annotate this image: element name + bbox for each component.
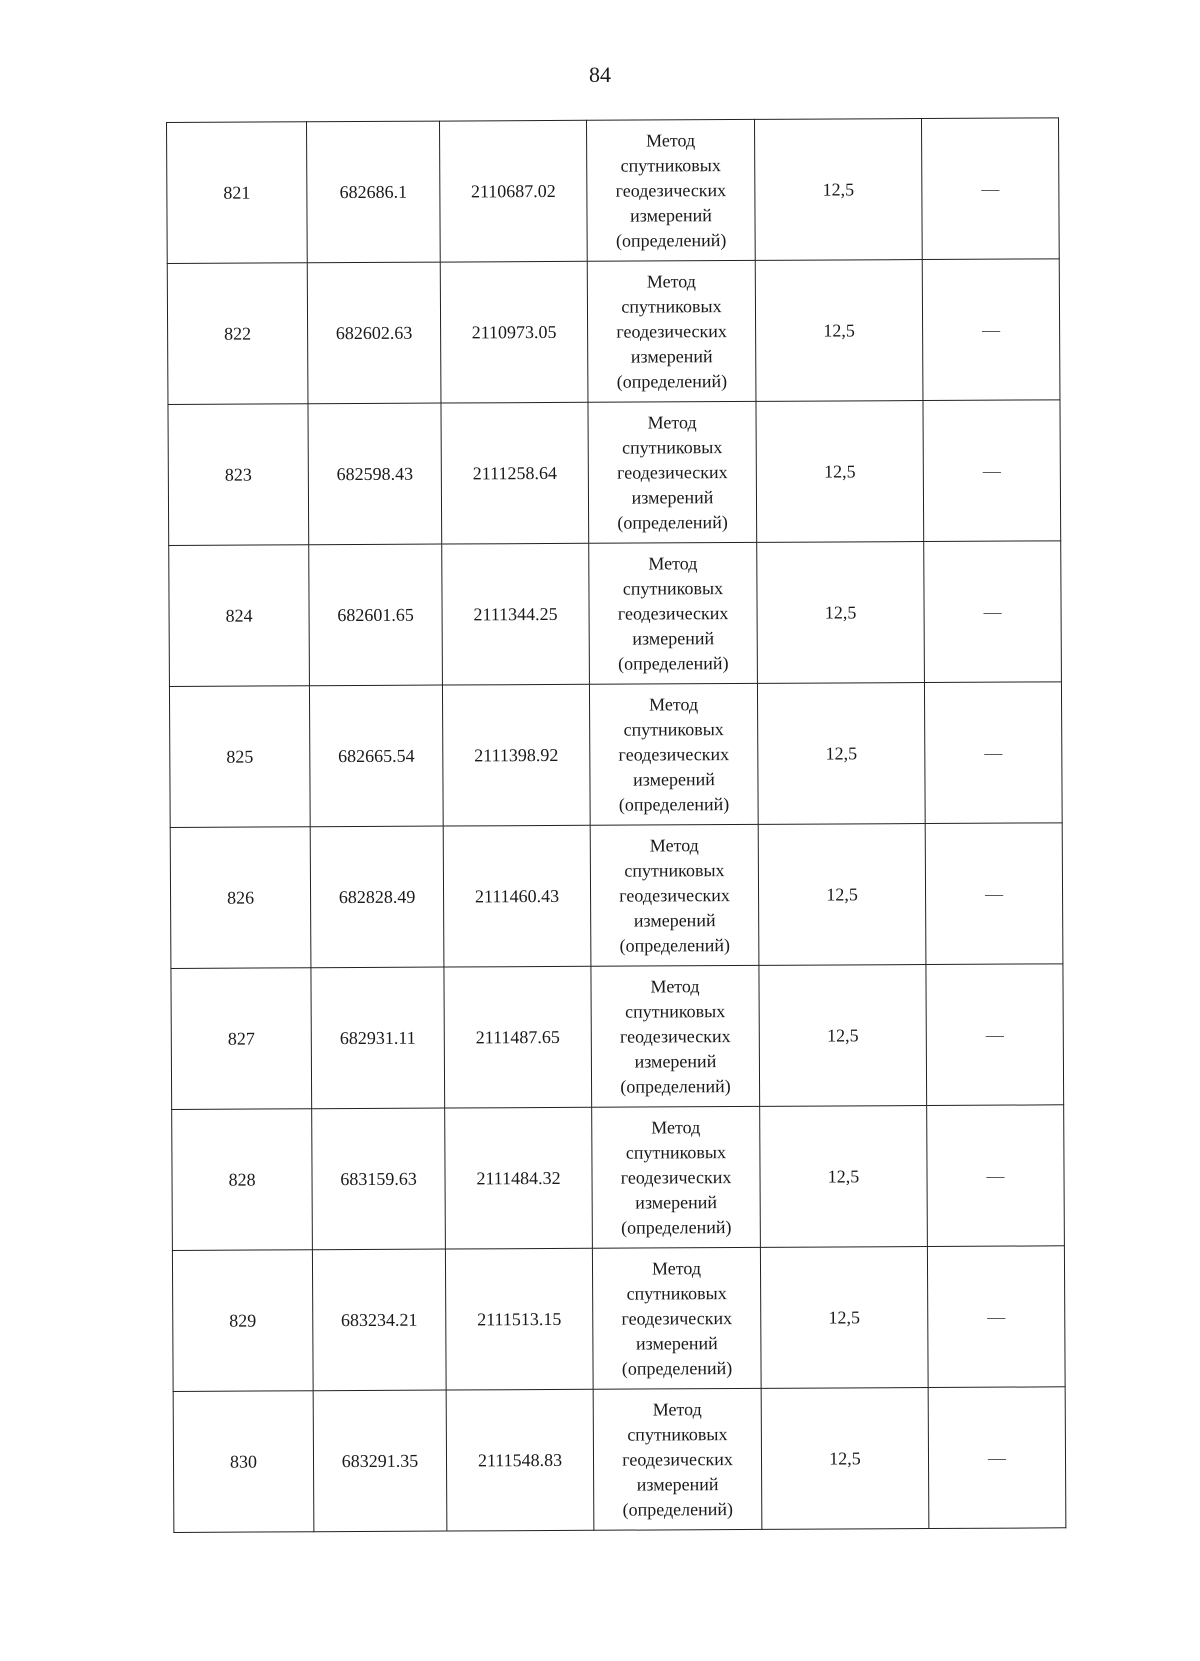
y-coordinate-cell: 2111344.25	[442, 543, 590, 685]
coordinates-table-body	[167, 118, 1066, 1533]
method-line: (определений)	[621, 1357, 733, 1379]
x-coordinate-cell: 682686.1	[307, 121, 441, 263]
extra-cell: —	[921, 118, 1059, 260]
y-coordinate-cell: 2111487.65	[444, 966, 592, 1108]
y-coordinate-cell: 2110973.05	[440, 261, 588, 403]
x-coordinate-cell: 683291.35	[313, 1390, 447, 1532]
extra-cell: —	[924, 541, 1062, 683]
table-row	[167, 259, 1060, 405]
method-line: (определений)	[616, 370, 728, 392]
method-cell	[586, 119, 755, 261]
method-line: спутниковых	[625, 1000, 726, 1022]
accuracy-cell: 12,5	[759, 965, 927, 1107]
method-line: (определений)	[621, 1216, 732, 1238]
method-line: (определений)	[618, 652, 729, 674]
method-line: спутниковых	[623, 718, 724, 740]
table-row	[168, 400, 1061, 546]
method-line: Метод	[652, 1398, 702, 1419]
x-coordinate-cell: 682598.43	[308, 403, 442, 545]
method-line: спутниковых	[622, 436, 723, 458]
method-line: измерений	[635, 1191, 718, 1213]
method-cell	[589, 683, 758, 825]
x-coordinate-cell: 682601.65	[309, 544, 443, 686]
method-line: спутниковых	[622, 577, 724, 599]
point-number-cell: 828	[172, 1109, 313, 1251]
method-line: геодезических	[618, 743, 730, 765]
method-line: геодезических	[622, 1448, 733, 1470]
table-row	[171, 964, 1064, 1110]
method-line: (определений)	[615, 229, 727, 251]
method-line: измерений	[630, 345, 713, 367]
method-line: Метод	[648, 693, 699, 714]
table-row	[170, 823, 1063, 969]
y-coordinate-cell: 2111548.83	[446, 1389, 594, 1531]
method-cell	[592, 1106, 761, 1248]
y-coordinate-cell: 2111484.32	[445, 1107, 593, 1249]
method-line: спутниковых	[620, 154, 721, 176]
method-line: Метод	[646, 270, 696, 291]
method-line: Метод	[651, 1257, 702, 1278]
x-coordinate-cell: 683159.63	[312, 1108, 446, 1250]
extra-cell: —	[927, 1105, 1065, 1247]
point-number-cell: 830	[173, 1391, 314, 1533]
extra-cell: —	[925, 823, 1063, 965]
method-line: (определений)	[618, 793, 730, 815]
method-cell	[593, 1388, 762, 1530]
method-line: геодезических	[615, 179, 727, 201]
y-coordinate-cell: 2111258.64	[441, 402, 589, 544]
page-number: 84	[589, 62, 611, 87]
method-line: геодезических	[617, 602, 729, 624]
method-line: измерений	[634, 1050, 717, 1072]
table-row	[167, 118, 1060, 264]
method-line: Метод	[649, 834, 699, 855]
method-line: измерений	[631, 486, 714, 508]
table-row	[172, 1246, 1065, 1392]
x-coordinate-cell: 682828.49	[310, 826, 444, 968]
accuracy-cell: 12,5	[760, 1247, 928, 1389]
accuracy-cell: 12,5	[754, 119, 922, 261]
coordinates-table	[166, 117, 1066, 1533]
extra-cell: —	[922, 259, 1060, 401]
x-coordinate-cell: 682665.54	[309, 685, 443, 827]
accuracy-cell: 12,5	[760, 1106, 928, 1248]
accuracy-cell: 12,5	[757, 542, 925, 684]
method-line: Метод	[651, 1116, 701, 1137]
method-line: спутниковых	[625, 1141, 727, 1163]
method-line: (определений)	[622, 1498, 734, 1520]
method-line: геодезических	[616, 461, 728, 483]
method-cell	[591, 965, 760, 1107]
y-coordinate-cell: 2110687.02	[439, 120, 587, 262]
point-number-cell: 824	[169, 545, 310, 687]
extra-cell: —	[927, 1246, 1065, 1388]
point-number-cell: 821	[167, 122, 308, 264]
accuracy-cell: 12,5	[761, 1388, 929, 1530]
method-cell	[592, 1247, 761, 1389]
table-row	[169, 541, 1062, 687]
method-cell	[588, 401, 757, 543]
method-line: Метод	[648, 552, 698, 573]
accuracy-cell: 12,5	[757, 683, 925, 825]
method-line: спутниковых	[621, 295, 722, 317]
method-line: спутниковых	[627, 1423, 728, 1445]
point-number-cell: 829	[172, 1250, 313, 1392]
method-line: Метод	[647, 411, 697, 432]
extra-cell: —	[928, 1387, 1066, 1529]
y-coordinate-cell: 2111513.15	[445, 1248, 593, 1390]
method-line: Метод	[650, 975, 700, 996]
y-coordinate-cell: 2111398.92	[442, 684, 590, 826]
method-line: геодезических	[621, 1307, 733, 1329]
method-line: геодезических	[619, 884, 730, 906]
x-coordinate-cell: 683234.21	[312, 1249, 446, 1391]
extra-cell: —	[923, 400, 1061, 542]
method-line: геодезических	[616, 320, 727, 342]
table-row	[173, 1387, 1066, 1533]
method-line: (определений)	[620, 1075, 731, 1097]
table-row	[169, 682, 1062, 828]
table-row	[172, 1105, 1065, 1251]
y-coordinate-cell: 2111460.43	[443, 825, 591, 967]
method-line: измерений	[635, 1332, 718, 1354]
method-line: геодезических	[620, 1166, 732, 1188]
method-line: геодезических	[619, 1025, 731, 1047]
point-number-cell: 823	[168, 404, 309, 546]
method-line: измерений	[633, 909, 716, 931]
point-number-cell: 827	[171, 968, 312, 1110]
extra-cell: —	[924, 682, 1062, 824]
accuracy-cell: 12,5	[756, 401, 924, 543]
method-cell	[590, 824, 759, 966]
x-coordinate-cell: 682931.11	[311, 967, 445, 1109]
x-coordinate-cell: 682602.63	[307, 262, 441, 404]
method-line: измерений	[636, 1473, 719, 1495]
point-number-cell: 825	[169, 686, 310, 828]
method-line: измерений	[630, 204, 712, 226]
accuracy-cell: 12,5	[758, 824, 926, 966]
accuracy-cell: 12,5	[755, 260, 923, 402]
method-line: (определений)	[617, 511, 728, 533]
method-line: спутниковых	[624, 859, 725, 881]
method-line: измерений	[633, 768, 715, 790]
method-line: Метод	[646, 129, 696, 150]
method-line: измерений	[632, 627, 715, 649]
method-cell	[587, 260, 756, 402]
method-line: спутниковых	[626, 1282, 727, 1304]
extra-cell: —	[926, 964, 1064, 1106]
method-cell	[589, 542, 758, 684]
point-number-cell: 822	[167, 263, 308, 405]
method-line: (определений)	[619, 934, 731, 956]
point-number-cell: 826	[170, 827, 311, 969]
